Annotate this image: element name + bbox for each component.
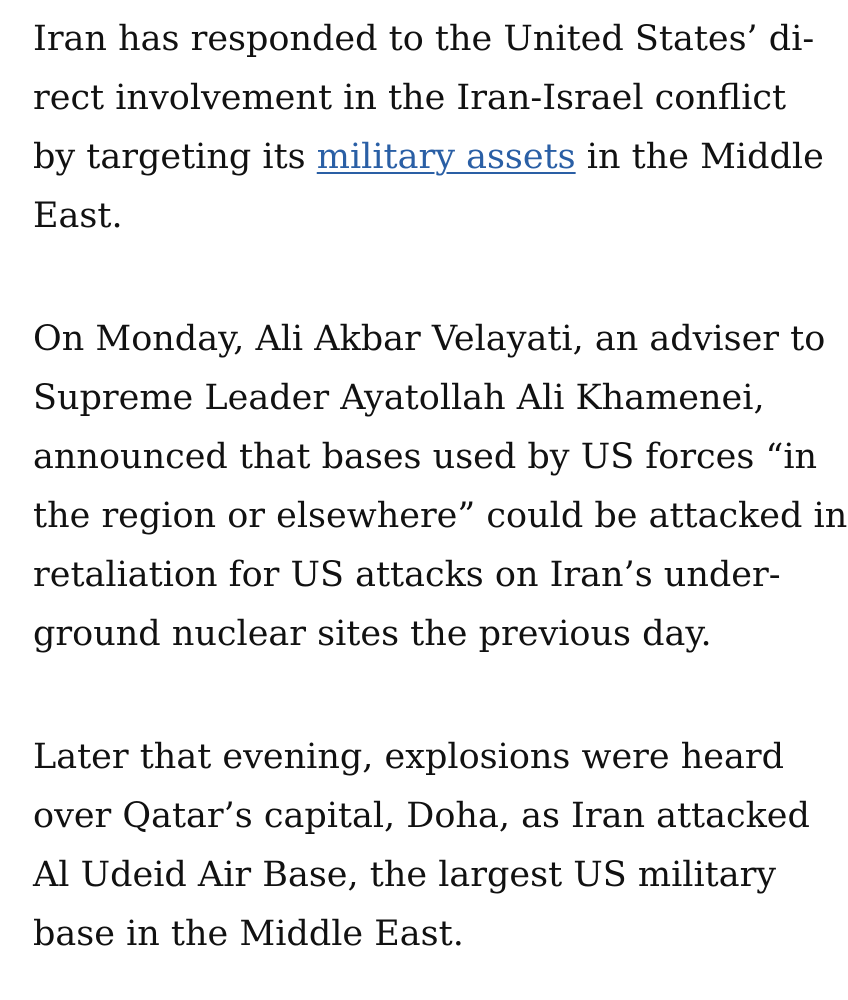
paragraph-2-line-3: announced that bases used by US forces “in: [33, 437, 818, 477]
paragraph-2: [33, 310, 848, 664]
paragraph-1-line-3-text-after: in the Middle: [575, 137, 824, 177]
paragraph-1-line-3-text-before: by targeting its: [33, 137, 317, 177]
paragraph-2-line-1: On Monday, Ali Akbar Velayati, an adviser to: [33, 319, 826, 359]
paragraph-2-line-4: the region or elsewhere” could be attacked in: [33, 496, 848, 536]
paragraph-2-line-5: retaliation for US attacks on Iran’s under-: [33, 555, 781, 595]
paragraph-1-line-2: rect involvement in the Iran-Israel conflict: [33, 78, 787, 118]
paragraph-1-line-3: [33, 128, 848, 187]
paragraph-1-line-4: East.: [33, 196, 123, 236]
paragraph-2-line-6: ground nuclear sites the previous day.: [33, 614, 712, 654]
paragraph-3-line-2: over Qatar’s capital, Doha, as Iran attacked: [33, 796, 810, 836]
paragraph-2-line-2: Supreme Leader Ayatollah Ali Khamenei,: [33, 378, 765, 418]
military-assets-link[interactable]: military assets: [316, 137, 576, 177]
paragraph-1: [33, 10, 848, 246]
paragraph-3: [33, 728, 848, 964]
paragraph-3-line-3: Al Udeid Air Base, the largest US military: [33, 855, 777, 895]
paragraph-1-line-1: Iran has responded to the United States’ di-: [33, 19, 815, 59]
paragraph-3-line-1: Later that evening, explosions were heard: [33, 737, 785, 777]
paragraph-3-line-4: base in the Middle East.: [33, 914, 464, 954]
